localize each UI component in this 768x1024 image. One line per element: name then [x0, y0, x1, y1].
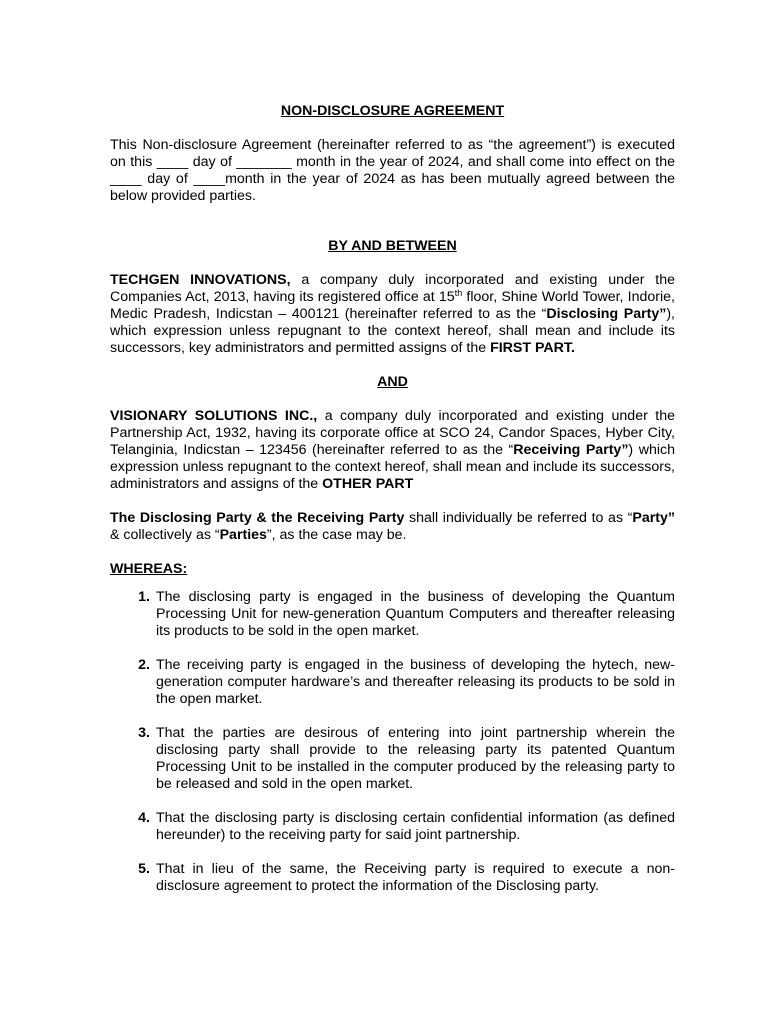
clause-text: The receiving party is engaged in the business of developing the hytech, new-generation computer hardware’s and thereafter releasing its products to be sold in the open market. [156, 657, 675, 707]
first-party-role: Disclosing Party” [546, 306, 667, 322]
list-item [110, 657, 675, 708]
clause-number: 1. [138, 589, 150, 605]
list-item [110, 589, 675, 640]
clause-text: That in lieu of the same, the Receiving party is required to execute a non-disclosure agreement to protect the information of the Disclosing party. [156, 861, 675, 894]
by-and-between-heading: BY AND BETWEEN [328, 238, 457, 254]
whereas-clause-list [110, 589, 675, 895]
clause-text: That the disclosing party is disclosing certain confidential information (as defined hereunder) to the receiving party for said joint partnership. [156, 810, 675, 843]
parties-text-b: & collectively as “ [110, 527, 220, 543]
second-party-role: Receiving Party” [513, 442, 629, 458]
clause-number: 5. [138, 861, 150, 877]
title-wrap [110, 103, 675, 120]
second-party-text-b: ) which expression unless repugnant to the context hereof, shall mean and include its successors, administrators and assigns of the [110, 442, 675, 492]
first-party-sup: th [454, 288, 463, 298]
parties-definition-paragraph [110, 510, 675, 544]
whereas-wrap [110, 561, 675, 578]
by-and-between-wrap [110, 238, 675, 255]
first-party-text-c: ), which expression unless repugnant to the context hereof, shall mean and include its successors, key administrators and permitted assigns of the [110, 306, 675, 356]
parties-bold-c: Parties [219, 527, 267, 543]
clause-text: The disclosing party is engaged in the business of developing the Quantum Processing Unit for new-generation Quantum Computers and thereafter releasing its products to be sold in the open market. [156, 589, 675, 639]
first-party-text-b: floor, Shine World Tower, Indorie, Medic Pradesh, Indicstan – 400121 (hereinafter referred to as the “ [110, 289, 675, 322]
second-party-text-a: a company duly incorporated and existing under the Partnership Act, 1932, having its corporate office at SCO 24, Candor Spaces, Hyber City, Telanginia, Indicstan – 123456 (hereinafter referred to as the “ [110, 408, 675, 458]
document-title: NON-DISCLOSURE AGREEMENT [280, 103, 505, 119]
intro-paragraph: This Non-disclosure Agreement (hereinafter referred to as “the agreement”) is executed on this ____ day of _______ month in the year of 2024, and shall come into effect on the ____ day of ____month in the year of 2024 as has been mutually agreed between the below provided parties. [110, 137, 675, 204]
clause-number: 2. [138, 657, 150, 673]
clause-number: 3. [138, 725, 150, 741]
clause-text: That the parties are desirous of entering into joint partnership wherein the disclosing party shall provide to the releasing party its patented Quantum Processing Unit to be installed in the computer produced by the releasing party to be released and sold in the open market. [156, 725, 675, 792]
parties-text-a: shall individually be referred to as “ [404, 510, 633, 526]
parties-text-c: ”, as the case may be. [266, 527, 407, 543]
clause-number: 4. [138, 810, 150, 826]
and-heading: AND [377, 374, 408, 390]
second-party-name: VISIONARY SOLUTIONS INC., [110, 408, 318, 424]
list-item [110, 861, 675, 895]
first-party-text-a: a company duly incorporated and existing under the Companies Act, 2013, having its registered office at 15 [110, 272, 675, 305]
and-wrap [110, 374, 675, 391]
parties-bold-b: Party” [632, 510, 675, 526]
document-body [110, 103, 675, 895]
list-item [110, 810, 675, 844]
second-party-part: OTHER PART [322, 476, 414, 492]
first-party-name: TECHGEN INNOVATIONS, [110, 272, 291, 288]
second-party-paragraph [110, 408, 675, 493]
parties-bold-a: The Disclosing Party & the Receiving Party [110, 510, 405, 526]
first-party-part: FIRST PART. [490, 340, 575, 356]
first-party-paragraph [110, 272, 675, 357]
whereas-heading: WHEREAS: [110, 561, 188, 577]
list-item [110, 725, 675, 793]
